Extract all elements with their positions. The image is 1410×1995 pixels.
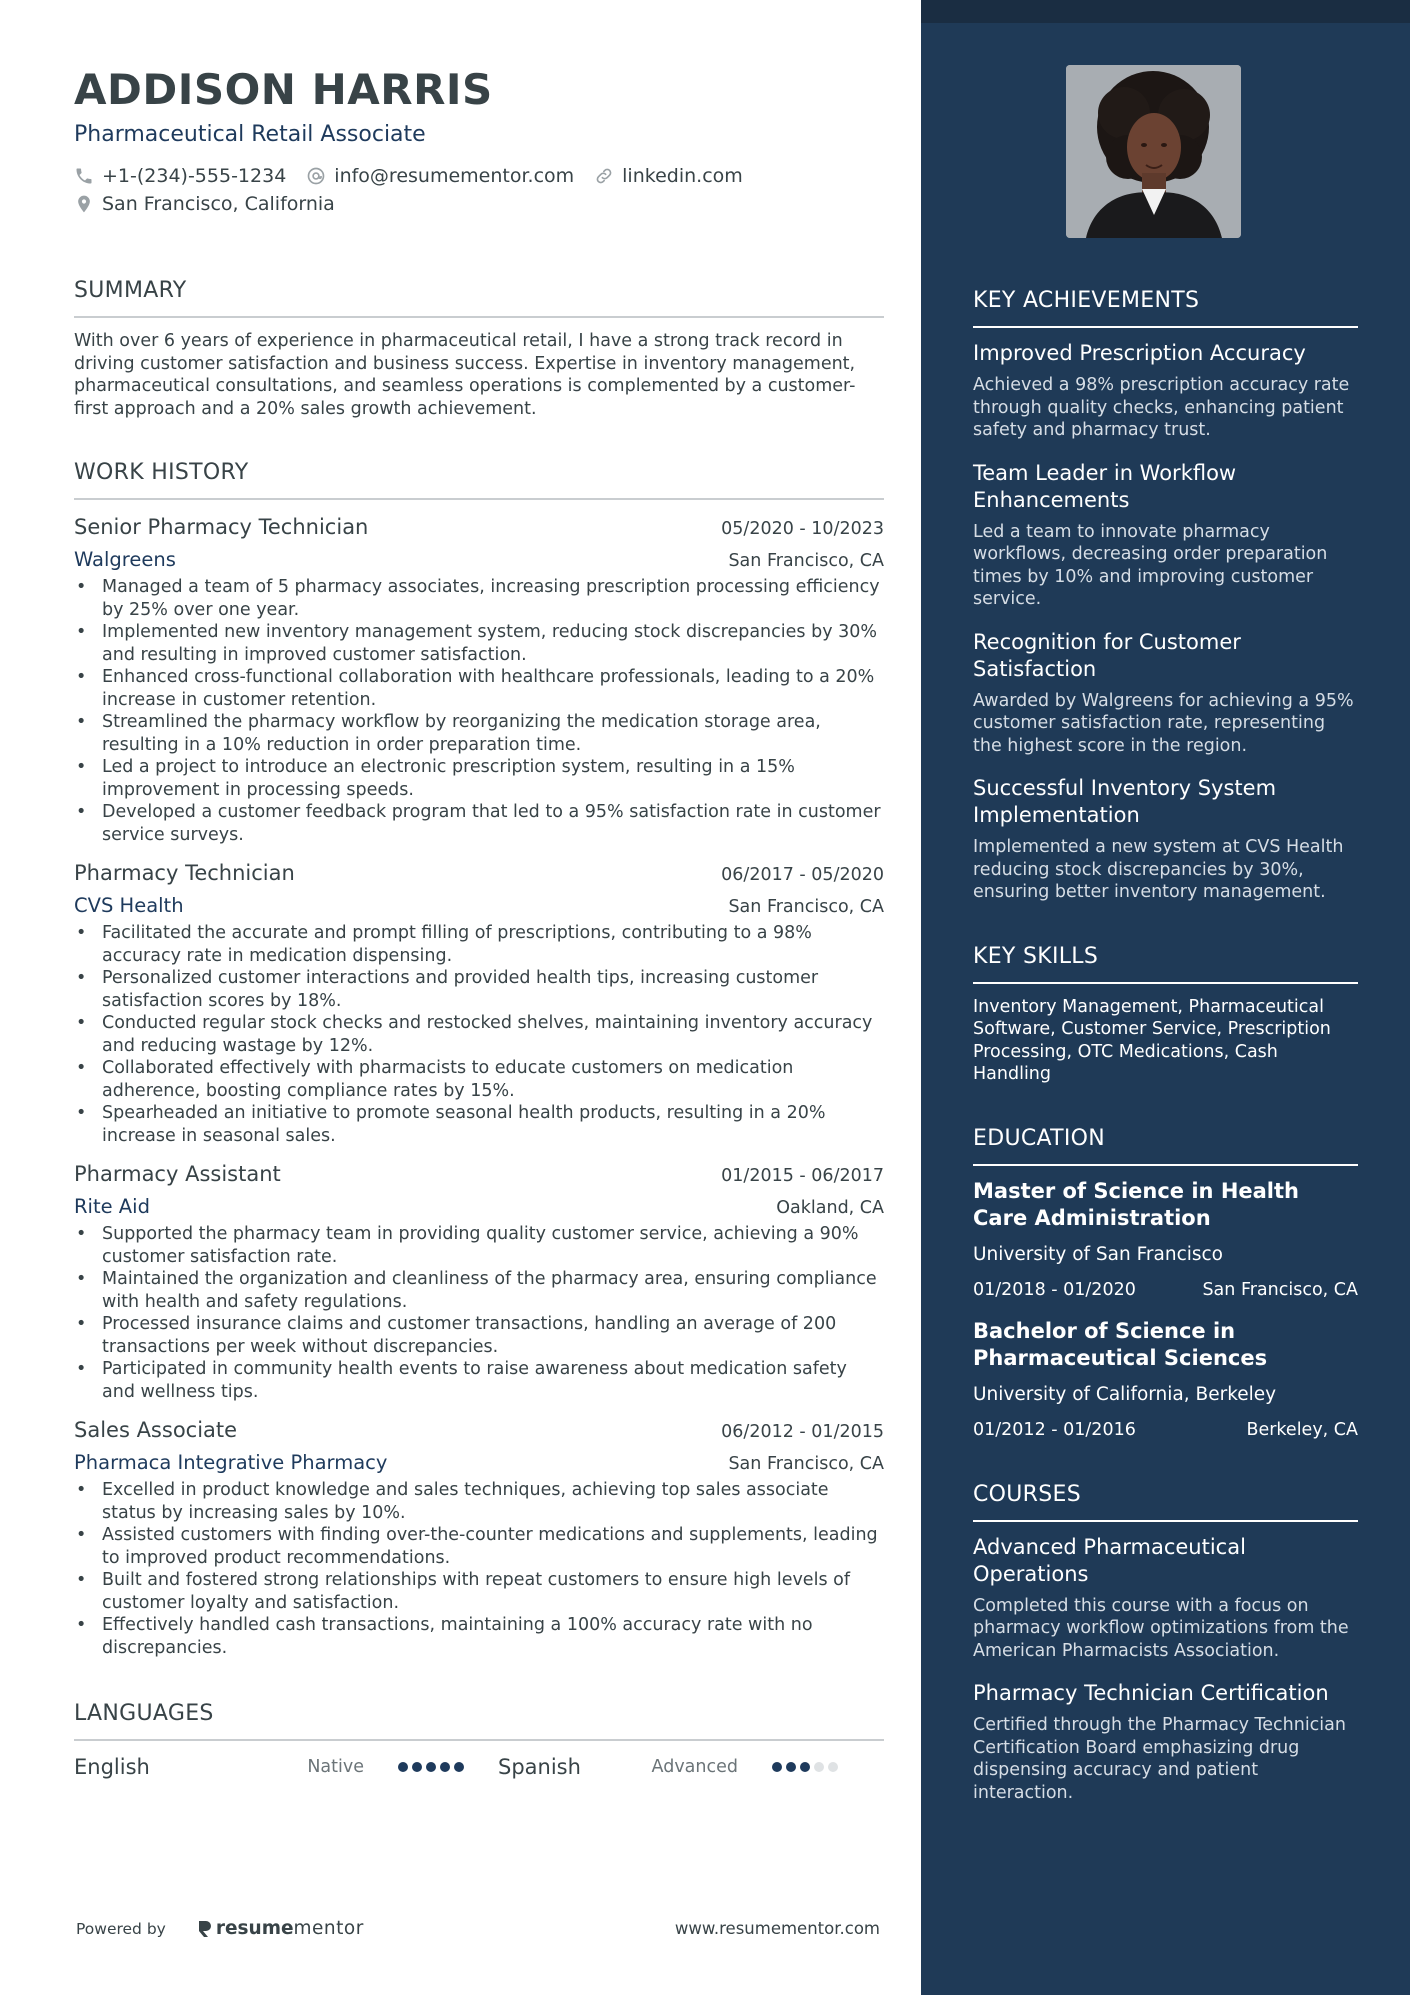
achievement-text: Implemented a new system at CVS Health reducing stock discrepancies by 30%, ensuring better inventory management.: [973, 837, 1344, 902]
achievements-section: [973, 286, 1358, 904]
job-bullets: [74, 1223, 884, 1403]
job-company: Pharmaca Integrative Pharmacy: [74, 1451, 388, 1474]
job-dates: 01/2015 - 06/2017: [721, 1166, 884, 1186]
job-bullet: • Participated in community health events to raise awareness about medication safety and wellness tips.: [74, 1358, 884, 1403]
job-dates: 05/2020 - 10/2023: [721, 519, 884, 539]
achievements-heading: KEY ACHIEVEMENTS: [973, 286, 1358, 328]
language-level: Native: [307, 1757, 364, 1777]
language-level: Advanced: [651, 1757, 738, 1777]
language-name: Spanish: [498, 1755, 581, 1779]
rating-dot-filled: [426, 1762, 436, 1772]
job-bullet: • Effectively handled cash transactions, maintaining a 100% accuracy rate with no discrepancies.: [74, 1614, 884, 1659]
education-location: San Francisco, CA: [1202, 1279, 1358, 1300]
rating-dot-empty: [828, 1762, 838, 1772]
skills-text: Inventory Management, Pharmaceutical Software, Customer Service, Prescription Processing, OTC Medications, Cash Handling: [973, 996, 1331, 1084]
job-bullets: [74, 1479, 884, 1659]
job-bullet: • Enhanced cross-functional collaboration with healthcare professionals, leading to a 20% increase in customer retention.: [74, 666, 884, 711]
job-location: San Francisco, CA: [728, 1454, 884, 1474]
at-icon: [306, 166, 326, 186]
education-degree: Bachelor of Science in Pharmaceutical Sciences: [973, 1318, 1268, 1370]
job-entry: [74, 512, 884, 846]
education-school: University of San Francisco: [973, 1243, 1224, 1265]
job-bullet: • Led a project to introduce an electronic prescription system, resulting in a 15% improvement in processing speeds.: [74, 756, 884, 801]
sidebar: [921, 0, 1410, 1995]
rating-dot-filled: [398, 1762, 408, 1772]
rating-dot-filled: [800, 1762, 810, 1772]
job-bullet: • Implemented new inventory management system, reducing stock discrepancies by 30% and resulting in improved customer satisfaction.: [74, 621, 884, 666]
rating-dot-filled: [772, 1762, 782, 1772]
summary-heading: SUMMARY: [74, 276, 884, 318]
logo-text-bold: resume: [215, 1918, 294, 1939]
location-pin-icon: [74, 194, 94, 214]
language-item: [74, 1755, 498, 1779]
footer: [76, 1918, 880, 1939]
languages-section: [74, 1699, 884, 1783]
main-column: [74, 64, 884, 1783]
work-history-section: [74, 458, 884, 1659]
job-location: Oakland, CA: [776, 1198, 884, 1218]
phone-icon: [74, 166, 94, 186]
course-item: [973, 1534, 1358, 1663]
achievement-title: Recognition for Customer Satisfaction: [973, 629, 1241, 681]
job-bullet: • Collaborated effectively with pharmacists to educate customers on medication adherence, boosting compliance rates by 15%.: [74, 1057, 884, 1102]
job-title: Pharmacy Assistant: [74, 1162, 281, 1186]
achievement-title: Improved Prescription Accuracy: [973, 341, 1306, 365]
linkedin-text: linkedin.com: [622, 165, 743, 187]
profile-photo: [1066, 65, 1241, 238]
contact-email[interactable]: [306, 165, 574, 187]
job-bullet: • Processed insurance claims and customer transactions, handling an average of 200 transactions per week without discrepancies.: [74, 1313, 884, 1358]
summary-text: With over 6 years of experience in pharmaceutical retail, I have a strong track record in driving customer satisfaction and business success. Expertise in inventory management, pharmaceutical consultations, and seamless operations is complemented by a customer-first approach and a 20% sales growth achievement.: [74, 331, 856, 419]
achievement-item: [973, 629, 1358, 758]
job-bullet: • Supported the pharmacy team in providing quality customer service, achieving a 90% customer satisfaction rate.: [74, 1223, 884, 1268]
job-bullet: • Managed a team of 5 pharmacy associates, increasing prescription processing efficiency by 25% over one year.: [74, 576, 884, 621]
course-title: Advanced Pharmaceutical Operations: [973, 1534, 1246, 1586]
job-title: Pharmacy Technician: [74, 861, 295, 885]
location-text: San Francisco, California: [102, 193, 335, 215]
job-entry: [74, 858, 884, 1147]
job-bullet: • Assisted customers with finding over-the-counter medications and supplements, leading to improved product recommendations.: [74, 1524, 884, 1569]
education-item: [973, 1178, 1358, 1302]
job-bullet: • Maintained the organization and cleanliness of the pharmacy area, ensuring compliance with health and safety regulations.: [74, 1268, 884, 1313]
job-bullet: • Facilitated the accurate and prompt filling of prescriptions, contributing to a 98% accuracy rate in medication dispensing.: [74, 922, 884, 967]
link-icon: [594, 166, 614, 186]
person-portrait-icon: [1066, 65, 1241, 238]
job-bullet: • Conducted regular stock checks and restocked shelves, maintaining inventory accuracy and reducing wastage by 12%.: [74, 1012, 884, 1057]
achievement-item: [973, 460, 1358, 611]
summary-section: [74, 276, 884, 420]
languages-heading: LANGUAGES: [74, 1699, 884, 1741]
achievement-title: Successful Inventory System Implementation: [973, 776, 1277, 827]
sidebar-content: [973, 286, 1358, 1804]
job-company: Walgreens: [74, 548, 176, 571]
job-dates: 06/2017 - 05/2020: [721, 865, 884, 885]
achievement-text: Led a team to innovate pharmacy workflows, decreasing order preparation times by 10% and improving customer service.: [973, 521, 1328, 609]
sidebar-top-band: [921, 0, 1410, 23]
course-text: Completed this course with a focus on pharmacy workflow optimizations from the American Pharmacists Association.: [973, 1595, 1349, 1661]
candidate-name: ADDISON HARRIS: [74, 65, 493, 114]
job-bullet: • Built and fostered strong relationships with repeat customers to ensure high levels of customer loyalty and satisfaction.: [74, 1569, 884, 1614]
achievement-item: [973, 775, 1358, 904]
job-title: Senior Pharmacy Technician: [74, 515, 369, 539]
phone-text: +1-(234)-555-1234: [102, 165, 287, 187]
job-bullet: • Developed a customer feedback program that led to a 95% satisfaction rate in customer service surveys.: [74, 801, 884, 846]
skills-section: [973, 942, 1358, 1086]
contact-linkedin[interactable]: [594, 165, 743, 187]
job-bullet: • Personalized customer interactions and provided health tips, increasing customer satisfaction scores by 18%.: [74, 967, 884, 1012]
job-company: Rite Aid: [74, 1195, 150, 1218]
education-location: Berkeley, CA: [1246, 1419, 1358, 1440]
resumementor-logo[interactable]: [196, 1918, 364, 1939]
achievement-text: Awarded by Walgreens for achieving a 95% customer satisfaction rate, representing the highest score in the region.: [973, 690, 1354, 756]
work-history-heading: WORK HISTORY: [74, 458, 884, 500]
email-text: info@resumementor.com: [334, 165, 575, 187]
job-title: Sales Associate: [74, 1418, 238, 1442]
rating-dot-filled: [412, 1762, 422, 1772]
contact-info: [74, 162, 884, 218]
education-section: [973, 1124, 1358, 1442]
language-name: English: [74, 1755, 150, 1779]
job-entry: [74, 1415, 884, 1659]
achievement-title: Team Leader in Workflow Enhancements: [973, 460, 1237, 512]
job-bullets: [74, 922, 884, 1147]
job-bullet: • Streamlined the pharmacy workflow by reorganizing the medication storage area, resulting in a 10% reduction in order preparation time.: [74, 711, 884, 756]
powered-by-label: Powered by: [76, 1919, 166, 1938]
achievement-item: [973, 340, 1358, 442]
skills-heading: KEY SKILLS: [973, 942, 1358, 984]
job-dates: 06/2012 - 01/2015: [721, 1422, 884, 1442]
course-text: Certified through the Pharmacy Technician Certification Board emphasizing drug dispensing accuracy and patient interaction.: [973, 1715, 1346, 1803]
course-title: Pharmacy Technician Certification: [973, 1681, 1329, 1705]
job-entry: [74, 1159, 884, 1403]
logo-text-light: mentor: [293, 1918, 364, 1939]
achievement-text: Achieved a 98% prescription accuracy rate through quality checks, enhancing patient safety and pharmacy trust.: [973, 375, 1350, 440]
education-school: University of California, Berkeley: [973, 1383, 1277, 1405]
job-bullet: • Spearheaded an initiative to promote seasonal health products, resulting in a 20% increase in seasonal sales.: [74, 1102, 884, 1147]
education-heading: EDUCATION: [973, 1124, 1358, 1166]
rating-dot-empty: [814, 1762, 824, 1772]
education-degree: Master of Science in Health Care Administration: [973, 1178, 1299, 1230]
courses-section: [973, 1480, 1358, 1805]
course-item: [973, 1680, 1358, 1804]
rating-dot-filled: [440, 1762, 450, 1772]
language-item: [498, 1755, 884, 1779]
resumementor-logo-icon: [196, 1919, 212, 1939]
language-rating: [772, 1762, 842, 1772]
job-bullet: • Excelled in product knowledge and sales techniques, achieving top sales associate status by increasing sales by 10%.: [74, 1479, 884, 1524]
courses-heading: COURSES: [973, 1480, 1358, 1522]
rating-dot-filled: [454, 1762, 464, 1772]
website-link[interactable]: www.resumementor.com: [674, 1919, 880, 1938]
job-company: CVS Health: [74, 894, 184, 917]
rating-dot-filled: [786, 1762, 796, 1772]
contact-location: [74, 193, 335, 215]
job-location: San Francisco, CA: [728, 551, 884, 571]
job-bullets: [74, 576, 884, 846]
candidate-title: Pharmaceutical Retail Associate: [74, 122, 426, 147]
contact-phone[interactable]: [74, 165, 286, 187]
education-dates: 01/2012 - 01/2016: [973, 1419, 1136, 1440]
language-rating: [398, 1762, 468, 1772]
education-item: [973, 1318, 1358, 1442]
job-location: San Francisco, CA: [728, 897, 884, 917]
education-dates: 01/2018 - 01/2020: [973, 1279, 1136, 1300]
